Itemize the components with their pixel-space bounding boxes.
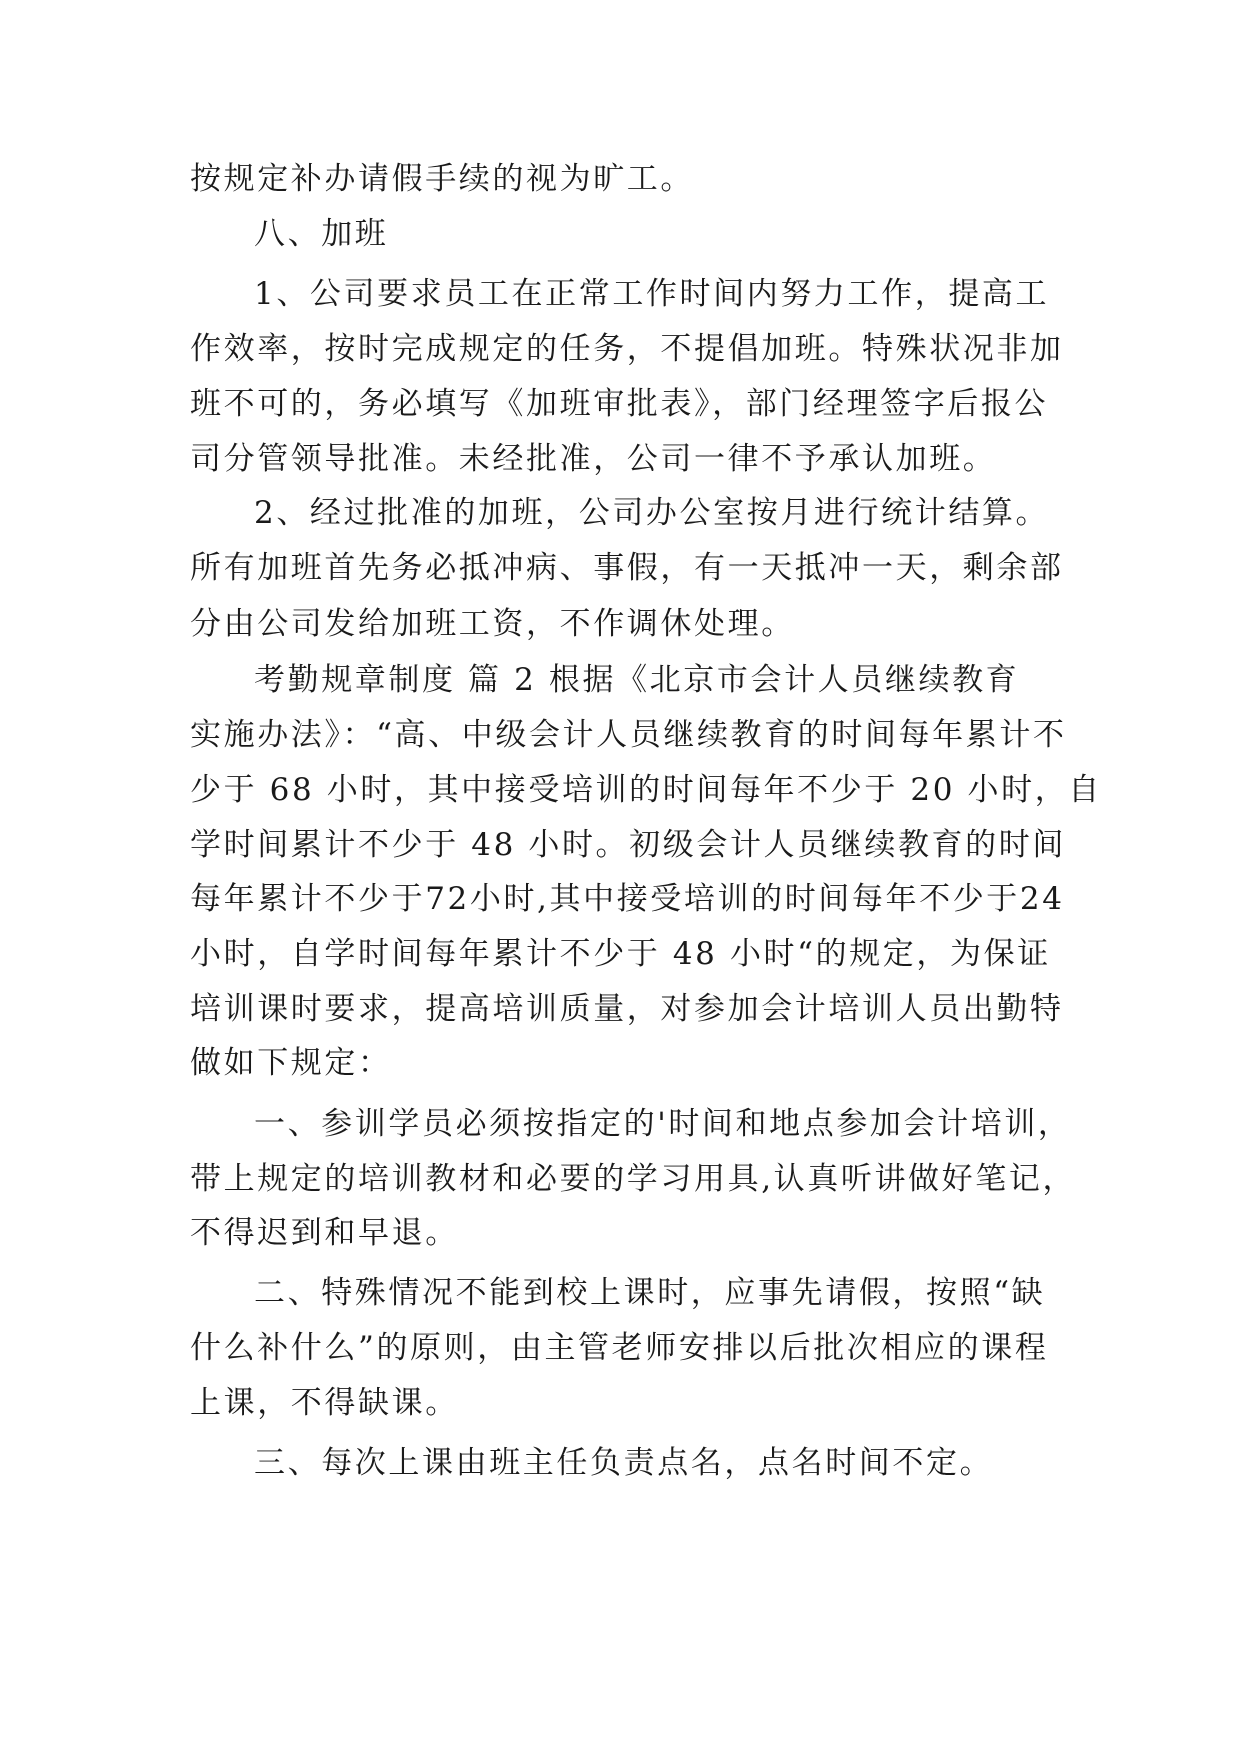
text-line: 带上规定的培训教材和必要的学习用具,认真听讲做好笔记， (190, 1161, 1077, 1197)
text-line: 培训课时要求，提高培训质量，对参加会计培训人员出勤特 (190, 991, 1064, 1027)
text-line: 二、特殊情况不能到校上课时，应事先请假，按照“缺 (254, 1275, 1046, 1311)
text-line: 司分管领导批准。未经批准，公司一律不予承认加班。 (190, 441, 997, 477)
text-line: 小时，自学时间每年累计不少于 48 小时“的规定，为保证 (190, 936, 1051, 972)
text-line: 三、每次上课由班主任负责点名，点名时间不定。 (254, 1445, 994, 1481)
text-line: 少于 68 小时，其中接受培训的时间每年不少于 20 小时，自 (190, 772, 1102, 808)
text-line: 学时间累计不少于 48 小时。初级会计人员继续教育的时间 (190, 827, 1066, 863)
text-line: 实施办法》：“高、中级会计人员继续教育的时间每年累计不 (190, 717, 1067, 753)
text-line: 做如下规定： (190, 1045, 392, 1081)
text-line: 班不可的，务必填写《加班审批表》，部门经理签字后报公 (190, 386, 1049, 422)
text-line: 每年累计不少于72小时,其中接受培训的时间每年不少于24 (190, 881, 1065, 917)
section-heading-part2: 考勤规章制度 篇 2 根据《北京市会计人员继续教育 (254, 662, 1020, 698)
text-line: 分由公司发给加班工资，不作调休处理。 (190, 606, 795, 642)
text-line: 2、经过批准的加班，公司办公室按月进行统计结算。 (254, 495, 1050, 531)
text-line: 1、公司要求员工在正常工作时间内努力工作，提高工 (254, 276, 1050, 312)
text-line: 上课，不得缺课。 (190, 1385, 459, 1421)
text-line: 什么补什么”的原则，由主管老师安排以后批次相应的课程 (190, 1330, 1049, 1366)
text-line: 按规定补办请假手续的视为旷工。 (190, 161, 694, 197)
text-line: 不得迟到和早退。 (190, 1215, 459, 1251)
section-heading-overtime: 八、加班 (254, 216, 389, 252)
text-line: 一、参训学员必须按指定的'时间和地点参加会计培训， (254, 1106, 1072, 1142)
text-line: 作效率，按时完成规定的任务，不提倡加班。特殊状况非加 (190, 331, 1064, 367)
text-line: 所有加班首先务必抵冲病、事假，有一天抵冲一天，剩余部 (190, 550, 1064, 586)
